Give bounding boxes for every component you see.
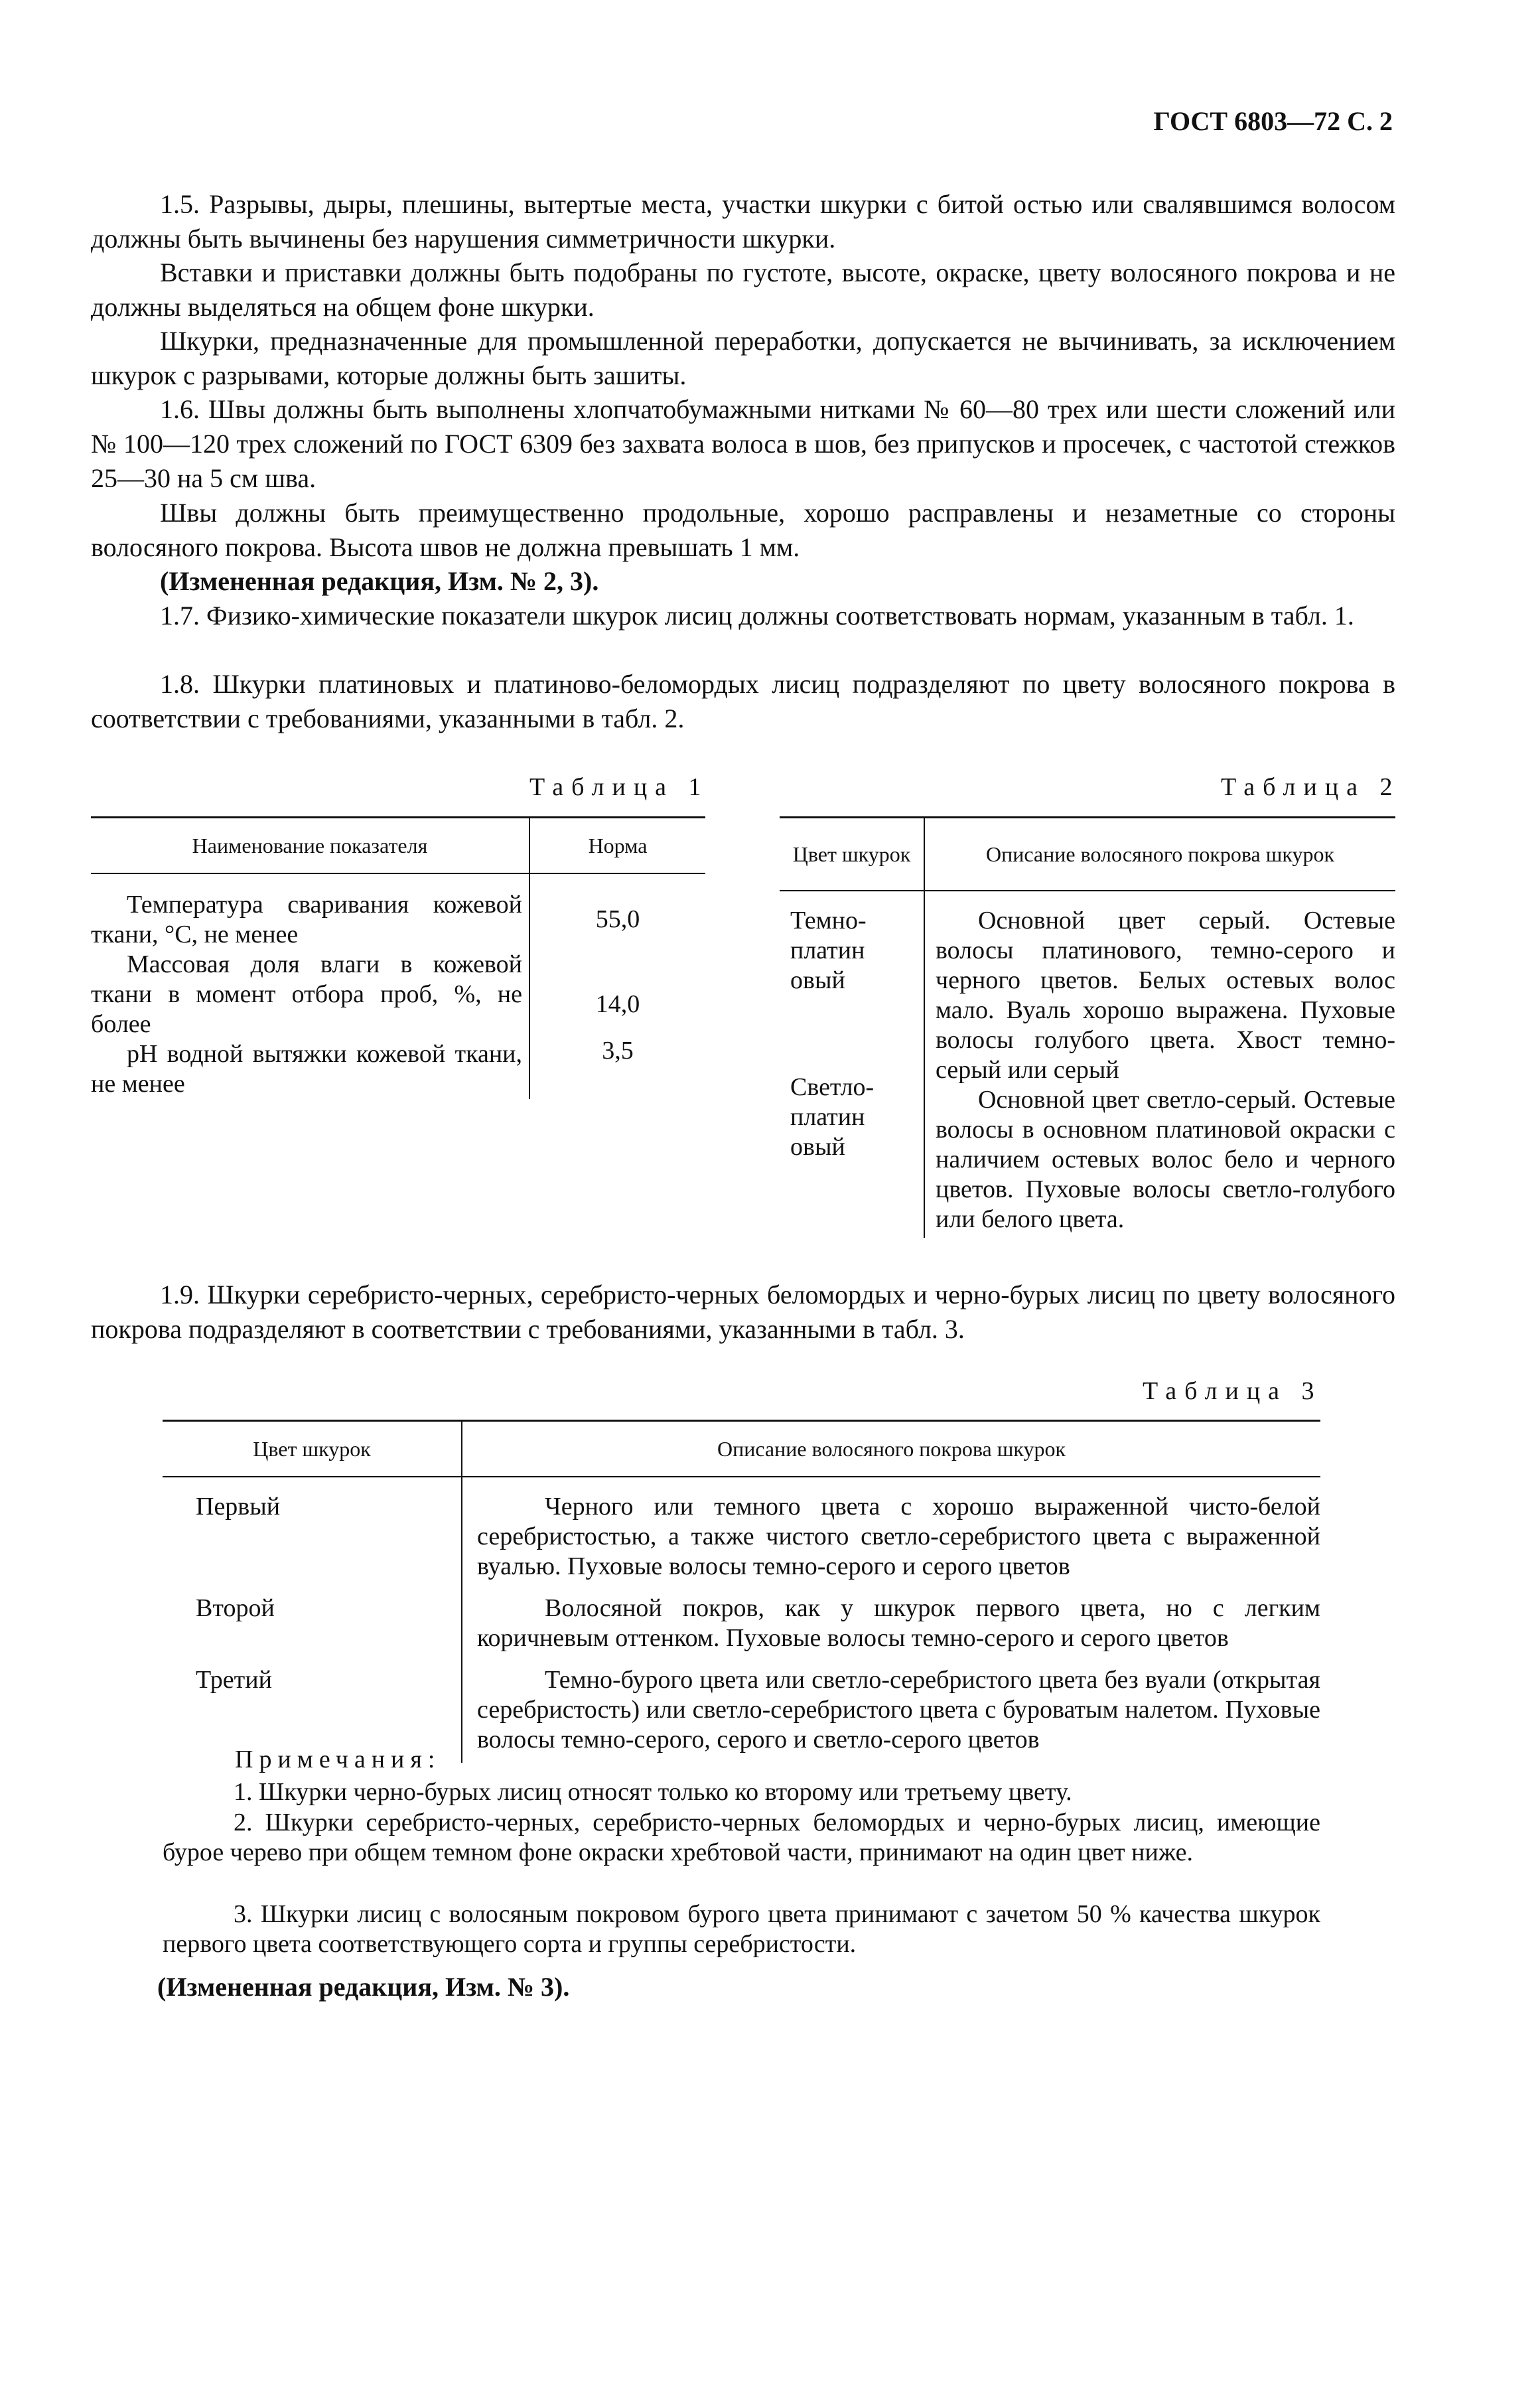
table-row bbox=[163, 1588, 1320, 1660]
page-header: ГОСТ 6803—72 С. 2 bbox=[1153, 106, 1393, 136]
note-1: 1. Шкурки черно-бурых лисиц относят только ко второму или третьему цвету. bbox=[234, 1778, 1072, 1806]
table2-row2-color: Светло-платиновый bbox=[790, 1073, 875, 1161]
table-row bbox=[780, 891, 1395, 1238]
table1-caption: Таблица 1 bbox=[529, 773, 709, 801]
table2-header-description: Описание волосяного покрова шкурок bbox=[924, 818, 1395, 891]
paragraph-1-5: 1.5. Разрывы, дыры, плешины, вытертые места, участки шкурки с битой остью или свалявшимся волосом должны быть вычинены без нарушения симметричности шкурки. bbox=[91, 189, 1395, 254]
table3-row1-description: Черного или темного цвета с хорошо выраженной чисто-белой серебристостью, а также чистого светло-серебристого цвета с выраженной вуалью. Пуховые волосы темно-серого и серого цветов bbox=[477, 1493, 1320, 1580]
notes-title: Примечания: bbox=[235, 1746, 441, 1773]
table3-row2-color: Второй bbox=[163, 1588, 462, 1660]
table-2 bbox=[780, 816, 1395, 1238]
table-1 bbox=[91, 816, 705, 1099]
table1-row3-value: 3,5 bbox=[602, 1037, 634, 1065]
edit-note-3: (Измененная редакция, Изм. № 3). bbox=[157, 1972, 570, 2002]
edit-note-2-3: (Измененная редакция, Изм. № 2, 3). bbox=[160, 566, 599, 596]
table1-row2-name: Массовая доля влаги в кожевой ткани в момент отбора проб, %, не более bbox=[91, 950, 522, 1038]
table1-header-name: Наименование показателя bbox=[91, 818, 529, 874]
table2-row1-description: Основной цвет серый. Остевые волосы платинового, темно-серого и черного цветов. Белых остевых волос мало. Вуаль хорошо выражена. Пуховые волосы голубого цвета. Хвост темно-серый или серый bbox=[936, 907, 1395, 1084]
paragraph-seams: Швы должны быть преимущественно продольные, хорошо расправлены и незаметные со стороны волосяного покрова. Высота швов не должна превышать 1 мм. bbox=[91, 498, 1395, 562]
table3-row3-description: Темно-бурого цвета или светло-серебристого цвета без вуали (открытая серебристость) или светло-серебристого цвета с буроватым налетом. Пуховые волосы темно-серого, серого и светло-серого цветов bbox=[477, 1666, 1320, 1753]
table2-header-color: Цвет шкурок bbox=[780, 818, 924, 891]
table3-row1-color: Первый bbox=[163, 1477, 462, 1588]
table3-header-description: Описание волосяного покрова шкурок bbox=[462, 1421, 1320, 1477]
paragraph-1-8: 1.8. Шкурки платиновых и платиново-беломордых лисиц подразделяют по цвету волосяного покрова в соответствии с требованиями, указанными в табл. 2. bbox=[91, 669, 1395, 733]
paragraph-1-7: 1.7. Физико-химические показатели шкурок лисиц должны соответствовать нормам, указанным в табл. 1. bbox=[160, 601, 1354, 631]
table1-row1-name: Температура сваривания кожевой ткани, °С, не менее bbox=[91, 891, 522, 948]
table3-row2-description: Волосяной покров, как у шкурок первого цвета, но с легким коричневым оттенком. Пуховые волосы темно-серого и серого цветов bbox=[477, 1594, 1320, 1652]
paragraph-1-6: 1.6. Швы должны быть выполнены хлопчатобумажными нитками № 60—80 трех или шести сложений или № 100—120 трех сложений по ГОСТ 6309 без захвата волоса в шов, без припусков и просечек, с частотой стежков 25—30 на 5 см шва. bbox=[91, 394, 1395, 493]
paragraph-inserts: Вставки и приставки должны быть подобраны по густоте, высоте, окраске, цвету волосяного покрова и не должны выделяться на общем фоне шкурки. bbox=[91, 258, 1395, 322]
table1-row3-name: pH водной вытяжки кожевой ткани, не менее bbox=[91, 1040, 522, 1098]
table-3 bbox=[163, 1420, 1320, 1763]
table1-header-norm: Норма bbox=[529, 818, 705, 874]
note-2: 2. Шкурки серебристо-черных, серебристо-черных беломордых и черно-бурых лисиц, имеющие бурое черево при общем темном фоне окраски хребтовой части, принимают на один цвет ниже. bbox=[163, 1809, 1320, 1866]
paragraph-industrial: Шкурки, предназначенные для промышленной переработки, допускается не вычинивать, за исключением шкурок с разрывами, которые должны быть зашиты. bbox=[91, 326, 1395, 390]
note-3: 3. Шкурки лисиц с волосяным покровом бурого цвета принимают с зачетом 50 % качества шкурок первого цвета соответствующего сорта и группы серебристости. bbox=[163, 1900, 1320, 1958]
table2-caption: Таблица 2 bbox=[1221, 773, 1401, 801]
table1-row2-value: 14,0 bbox=[595, 990, 640, 1018]
table1-row1-value: 55,0 bbox=[595, 905, 640, 933]
table2-row1-color: Темно-платиновый bbox=[790, 907, 867, 994]
paragraph-1-9: 1.9. Шкурки серебристо-черных, серебристо-черных беломордых и черно-бурых лисиц по цвету волосяного покрова подразделяют в соответствии с требованиями, указанными в табл. 3. bbox=[91, 1280, 1395, 1344]
table-row bbox=[91, 873, 705, 1099]
table-row bbox=[163, 1477, 1320, 1588]
table2-row2-description: Основной цвет светло-серый. Остевые волосы в основном платиновой окраски с наличием остевых волос бело и черного цветов. Пуховые волосы светло-голубого или белого цвета. bbox=[936, 1086, 1395, 1233]
table3-caption: Таблица 3 bbox=[1143, 1377, 1322, 1405]
table3-row3-color: Третий bbox=[163, 1660, 462, 1763]
table3-header-color: Цвет шкурок bbox=[163, 1421, 462, 1477]
